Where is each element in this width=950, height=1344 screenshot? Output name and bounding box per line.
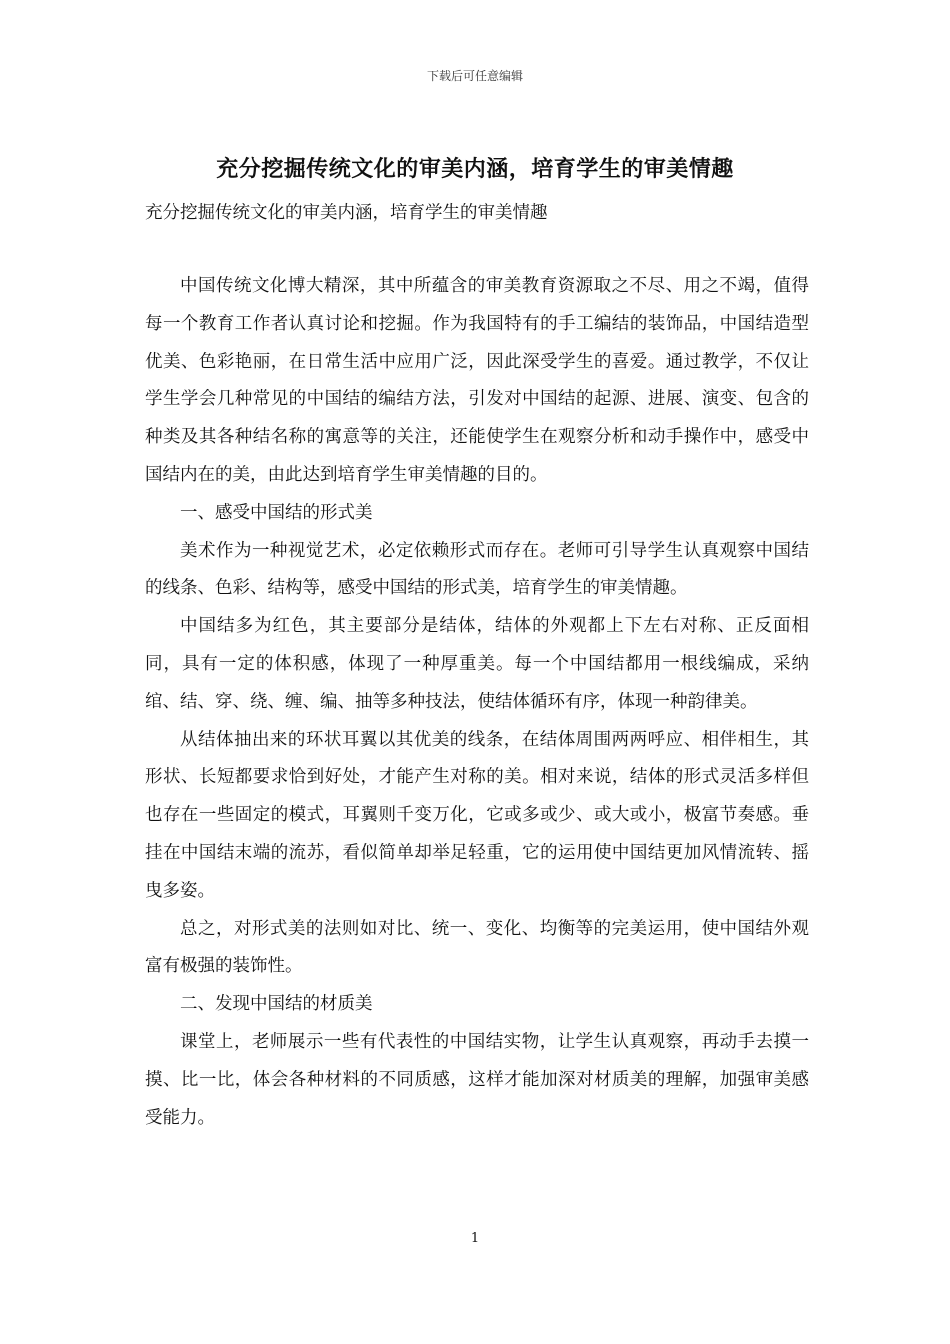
document-title: 充分挖掘传统文化的审美内涵，培育学生的审美情趣 — [216, 157, 734, 182]
header-note: 下载后可任意编辑 — [426, 69, 523, 83]
paragraph: 美术作为一种视觉艺术，必定依赖形式而存在。老师可引导学生认真观察中国结的线条、色彩、结构等，感受中国结的形式美，培育学生的审美情趣。 — [145, 540, 809, 599]
page-number: 1 — [470, 1231, 480, 1246]
document-body — [145, 268, 809, 1137]
paragraph-intro: 中国传统文化博大精深，其中所蕴含的审美教育资源取之不尽、用之不竭，值得每一个教育工作者认真讨论和挖掘。作为我国特有的手工编结的装饰品，中国结造型优美、色彩艳丽，在日常生活中应用广泛，因此深受学生的喜爱。通过教学，不仅让学生学会几种常见的中国结的编结方法，引发对中国结的起源、进展、演变、包含的种类及其各种结名称的寓意等的关注，还能使学生在观察分析和动手操作中，感受中国结内在的美，由此达到培育学生审美情趣的目的。 — [145, 276, 809, 485]
paragraph: 课堂上，老师展示一些有代表性的中国结实物，让学生认真观察，再动手去摸一摸、比一比，体会各种材料的不同质感，这样才能加深对材质美的理解，加强审美感受能力。 — [145, 1031, 809, 1128]
paragraph: 从结体抽出来的环状耳翼以其优美的线条，在结体周围两两呼应、相伴相生，其形状、长短都要求恰到好处，才能产生对称的美。相对来说，结体的形式灵活多样但也存在一些固定的模式，耳翼则千变万化，它或多或少、或大或小，极富节奏感。垂挂在中国结末端的流苏，看似简单却举足轻重，它的运用使中国结更加风情流转、摇曳多姿。 — [145, 729, 809, 901]
paragraph: 总之，对形式美的法则如对比、统一、变化、均衡等的完美运用，使中国结外观富有极强的装饰性。 — [145, 918, 809, 977]
document-subtitle: 充分挖掘传统文化的审美内涵，培育学生的审美情趣 — [145, 203, 548, 223]
section-heading-form-beauty: 一、感受中国结的形式美 — [180, 502, 373, 523]
paragraph: 中国结多为红色，其主要部分是结体，结体的外观都上下左右对称、正反面相同，具有一定的体积感，体现了一种厚重美。每一个中国结都用一根线编成，采纳绾、结、穿、绕、缠、编、抽等多种技法，使结体循环有序，体现一种韵律美。 — [145, 616, 809, 712]
section-heading-material-beauty: 二、发现中国结的材质美 — [180, 994, 373, 1015]
